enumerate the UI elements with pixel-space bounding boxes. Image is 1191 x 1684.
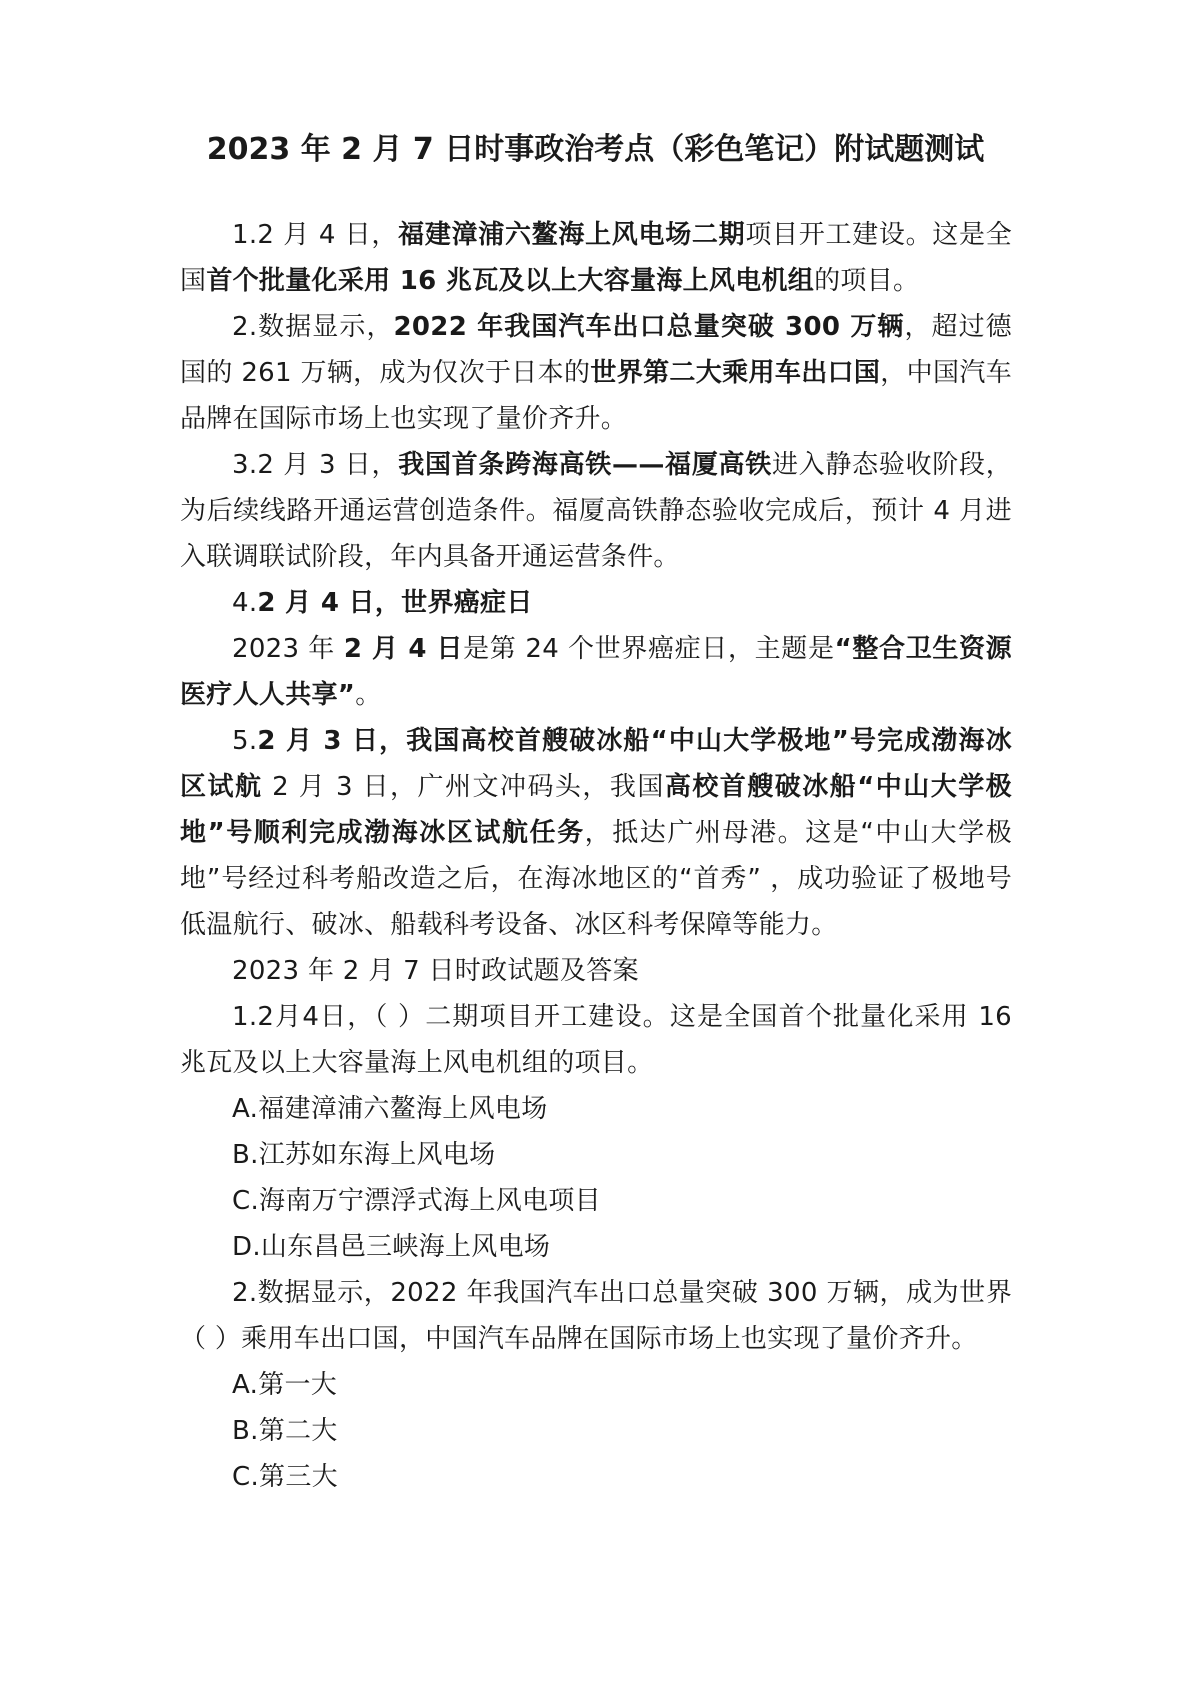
paragraph bbox=[180, 442, 1012, 580]
text-run: 2023 年 bbox=[232, 634, 344, 664]
bold-text-run: 首个批量化采用 16 兆瓦及以上大容量海上风电机组 bbox=[206, 266, 815, 296]
text-run: A.第一大 bbox=[232, 1370, 338, 1400]
bold-text-run: 2 月 3 日，我国高校首艘破冰船“中山大学极地”号完成渤海冰区试航 bbox=[180, 726, 1012, 802]
paragraph bbox=[180, 718, 1012, 948]
paragraph bbox=[180, 1454, 1012, 1500]
bold-text-run: 世界第二大乘用车出口国 bbox=[590, 358, 881, 388]
paragraph bbox=[180, 1086, 1012, 1132]
bold-text-run: 2022 年我国汽车出口总量突破 300 万辆 bbox=[393, 312, 905, 342]
text-run: 。 bbox=[355, 680, 382, 710]
text-run: C.第三大 bbox=[232, 1462, 338, 1492]
paragraph bbox=[180, 1270, 1012, 1362]
bold-text-run: 我国首条跨海高铁——福厦高铁 bbox=[398, 450, 772, 480]
text-run: B.江苏如东海上风电场 bbox=[232, 1140, 496, 1170]
text-run: 1.2月4日，（ ）二期项目开工建设。这是全国首个批量化采用 16 兆瓦及以上大容量海上风电机组的项目。 bbox=[180, 1002, 1012, 1078]
text-run: C.海南万宁漂浮式海上风电项目 bbox=[232, 1186, 601, 1216]
paragraph bbox=[180, 948, 1012, 994]
paragraph bbox=[180, 580, 1012, 626]
paragraph bbox=[180, 212, 1012, 304]
text-run: 5. bbox=[232, 726, 258, 756]
document-body bbox=[180, 212, 1012, 1500]
text-run: B.第二大 bbox=[232, 1416, 338, 1446]
text-run: 3.2 月 3 日， bbox=[232, 450, 399, 480]
text-run: D.山东昌邑三峡海上风电场 bbox=[232, 1232, 551, 1262]
bold-text-run: 2 月 4 日 bbox=[343, 634, 464, 664]
document-title: 2023 年 2 月 7 日时事政治考点（彩色笔记）附试题测试 bbox=[206, 132, 985, 167]
bold-text-run: “整合卫生资源 医疗人人共享” bbox=[180, 634, 1012, 710]
text-run: ，抵达广州母港。这是“中山大学极地”号经过科考船改造之后，在海冰地区的“首秀” ，成功验证了极地号低温航行、破冰、船载科考设备、冰区科考保障等能力。 bbox=[180, 818, 1012, 940]
paragraph bbox=[180, 626, 1012, 718]
paragraph bbox=[180, 304, 1012, 442]
paragraph bbox=[180, 1132, 1012, 1178]
text-run: 1.2 月 4 日， bbox=[232, 220, 399, 250]
text-run: ，超过德国的 261 万辆，成为仅次于日本的 bbox=[180, 312, 1012, 388]
text-run: 2.数据显示， bbox=[232, 312, 394, 342]
text-run: A.福建漳浦六鳌海上风电场 bbox=[232, 1094, 548, 1124]
text-run: ，中国汽车品牌在国际市场上也实现了量价齐升。 bbox=[180, 358, 1012, 434]
text-run: 是第 24 个世界癌症日，主题是 bbox=[463, 634, 835, 664]
text-run: 2023 年 2 月 7 日时政试题及答案 bbox=[232, 956, 639, 986]
text-run: 项目开工建设。这是全国 bbox=[180, 220, 1013, 296]
paragraph bbox=[180, 994, 1012, 1086]
text-run: 4. bbox=[232, 588, 258, 618]
text-run: 2 月 3 日，广州文冲码头，我国 bbox=[262, 772, 665, 802]
text-run: 2.数据显示，2022 年我国汽车出口总量突破 300 万辆，成为世界（ ）乘用车出口国，中国汽车品牌在国际市场上也实现了量价齐升。 bbox=[180, 1278, 1012, 1354]
bold-text-run: 高校首艘破冰船“中山大学极地”号顺利完成渤海冰区试航任务 bbox=[180, 772, 1012, 848]
text-run: 进入静态验收阶段，为后续线路开通运营创造条件。福厦高铁静态验收完成后，预计 4 月进入联调联试阶段，年内具备开通运营条件。 bbox=[180, 450, 1013, 572]
paragraph bbox=[180, 1224, 1012, 1270]
text-run: 的项目。 bbox=[814, 266, 920, 296]
bold-text-run: 福建漳浦六鳌海上风电场二期 bbox=[398, 220, 746, 250]
paragraph bbox=[180, 1408, 1012, 1454]
bold-text-run: 2 月 4 日，世界癌症日 bbox=[257, 588, 533, 618]
paragraph bbox=[180, 1362, 1012, 1408]
paragraph bbox=[180, 1178, 1012, 1224]
